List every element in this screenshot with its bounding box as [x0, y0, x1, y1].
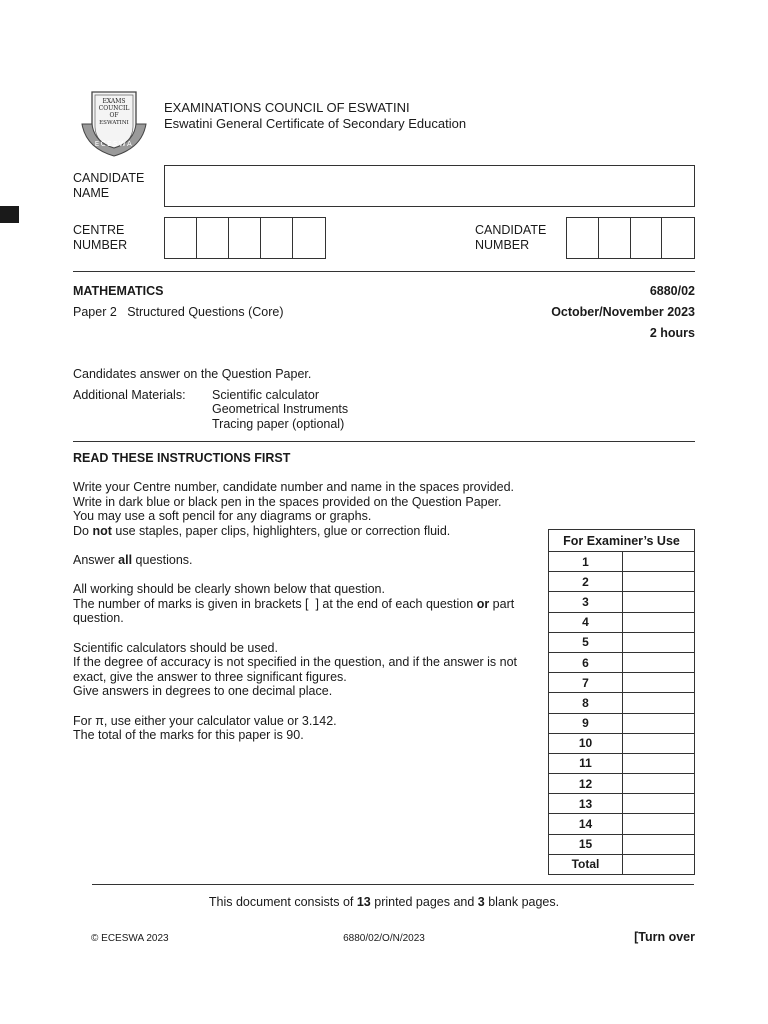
table-row	[549, 774, 695, 794]
question-number: 13	[549, 794, 623, 814]
question-number: 15	[549, 834, 623, 854]
mark-cell	[623, 673, 695, 693]
question-number: 4	[549, 612, 623, 632]
page-count-note	[0, 895, 768, 910]
question-number: 12	[549, 774, 623, 794]
divider	[73, 271, 695, 272]
logo-text-1: EXAMS	[102, 98, 126, 105]
mark-cell	[623, 612, 695, 632]
material-item: Geometrical Instruments	[212, 402, 349, 416]
blank-pages-count: 3	[477, 895, 485, 909]
turn-over: [Turn over	[634, 930, 695, 944]
candidate-name-label-1: CANDIDATE	[73, 171, 145, 185]
candidate-number-cell[interactable]	[599, 218, 631, 258]
mark-cell	[623, 774, 695, 794]
instruction-text: Do	[73, 523, 93, 538]
instruction-text: questions.	[132, 552, 193, 567]
question-number: 7	[549, 673, 623, 693]
table-row	[549, 652, 695, 672]
table-row	[549, 794, 695, 814]
table-row	[549, 552, 695, 572]
candidate-number-field[interactable]	[566, 217, 695, 259]
material-item: Scientific calculator	[212, 388, 319, 402]
examiner-use-heading: For Examiner’s Use	[549, 530, 695, 552]
centre-number-label-1: CENTRE	[73, 223, 125, 237]
examiner-use-table	[548, 529, 695, 875]
logo-text-2: COUNCIL	[98, 105, 130, 112]
table-row	[549, 834, 695, 854]
mark-cell	[623, 572, 695, 592]
candidate-name-label-2: NAME	[73, 186, 110, 200]
page-count-text: This document consists of	[208, 895, 357, 909]
table-row	[549, 733, 695, 753]
mark-cell	[623, 814, 695, 834]
divider	[92, 884, 694, 885]
question-number: 10	[549, 733, 623, 753]
instruction-line: Scientific calculators should be used.	[73, 640, 278, 655]
instruction-line: For π, use either your calculator value or 3.142.	[73, 713, 337, 728]
logo-text-4: ESWATINI	[99, 120, 129, 126]
question-number: 14	[549, 814, 623, 834]
question-number: 2	[549, 572, 623, 592]
centre-number-cell[interactable]	[197, 218, 229, 258]
table-row	[549, 693, 695, 713]
mark-cell	[623, 733, 695, 753]
logo-ring-text: ECESWA	[94, 140, 134, 148]
question-number: 11	[549, 753, 623, 773]
instruction-line: All working should be clearly shown below that question.	[73, 582, 385, 597]
answer-on-paper: Candidates answer on the Question Paper.	[73, 367, 312, 381]
instructions-body	[73, 480, 543, 743]
question-number: 5	[549, 632, 623, 652]
certificate-title: Eswatini General Certificate of Secondary Education	[164, 116, 467, 131]
instruction-text: The number of marks is given in brackets [ ] at the end of each question	[73, 596, 477, 611]
instruction-line	[73, 524, 543, 539]
printed-pages-count: 13	[356, 895, 371, 909]
session: October/November 2023	[551, 305, 695, 319]
instruction-line: The total of the marks for this paper is 90.	[73, 728, 304, 743]
instruction-text: Answer	[73, 552, 119, 567]
copyright: © ECESWA 2023	[91, 933, 169, 944]
divider	[73, 441, 695, 442]
paper-reference: 6880/02/O/N/2023	[343, 933, 425, 944]
table-row	[549, 572, 695, 592]
instruction-line: exact, give the answer to three significant figures.	[73, 669, 347, 684]
instruction-line: Write your Centre number, candidate number and name in the spaces provided.	[73, 480, 514, 494]
mark-cell	[623, 794, 695, 814]
table-row	[549, 854, 695, 874]
question-number: 1	[549, 552, 623, 572]
question-number: 8	[549, 693, 623, 713]
logo-text-3: OF	[109, 112, 119, 119]
mark-cell	[623, 592, 695, 612]
question-number: 3	[549, 592, 623, 612]
material-item: Tracing paper (optional)	[212, 417, 345, 431]
candidate-number-cell[interactable]	[631, 218, 663, 258]
instruction-emphasis: all	[118, 552, 133, 567]
instruction-line: You may use a soft pencil for any diagrams or graphs.	[73, 509, 372, 524]
candidate-number-label-2: NUMBER	[475, 238, 530, 252]
instruction-line	[73, 597, 543, 612]
total-cell	[623, 854, 695, 874]
table-row	[549, 753, 695, 773]
table-row	[549, 632, 695, 652]
page-edge-tab	[0, 206, 19, 223]
centre-number-cell[interactable]	[261, 218, 293, 258]
instruction-text: use staples, paper clips, highlighters, glue or correction fluid.	[111, 523, 451, 538]
candidate-number-cell[interactable]	[567, 218, 599, 258]
instruction-line: Write in dark blue or black pen in the spaces provided on the Question Paper.	[73, 494, 502, 509]
table-row	[549, 673, 695, 693]
mark-cell	[623, 632, 695, 652]
instruction-line: question.	[73, 611, 124, 626]
mark-cell	[623, 713, 695, 733]
instruction-emphasis: or	[476, 596, 490, 611]
candidate-name-field[interactable]	[164, 165, 695, 207]
paper-name: Paper 2 Structured Questions (Core)	[73, 305, 284, 319]
council-title: EXAMINATIONS COUNCIL OF ESWATINI	[164, 100, 410, 115]
paper-code: 6880/02	[649, 284, 695, 298]
centre-number-field[interactable]	[164, 217, 326, 259]
instruction-line: Give answers in degrees to one decimal place.	[73, 684, 333, 699]
council-logo	[78, 86, 150, 158]
candidate-number-label-1: CANDIDATE	[475, 223, 547, 237]
subject: MATHEMATICS	[73, 284, 164, 298]
mark-cell	[623, 834, 695, 854]
instruction-line: If the degree of accuracy is not specified in the question, and if the answer is not	[73, 655, 518, 670]
table-row	[549, 612, 695, 632]
centre-number-label-2: NUMBER	[73, 238, 128, 252]
page-count-text: printed pages and	[370, 895, 478, 909]
table-row	[549, 713, 695, 733]
total-label: Total	[549, 854, 623, 874]
additional-materials-label: Additional Materials:	[73, 388, 186, 402]
mark-cell	[623, 693, 695, 713]
page-count-text: blank pages.	[484, 895, 560, 909]
centre-number-cell[interactable]	[165, 218, 197, 258]
instruction-text: part	[489, 596, 515, 611]
table-row	[549, 592, 695, 612]
question-number: 9	[549, 713, 623, 733]
mark-cell	[623, 753, 695, 773]
mark-cell	[623, 652, 695, 672]
mark-cell	[623, 552, 695, 572]
centre-number-cell[interactable]	[229, 218, 261, 258]
duration: 2 hours	[649, 326, 695, 340]
table-row	[549, 814, 695, 834]
candidate-number-cell[interactable]	[662, 218, 694, 258]
instruction-emphasis: not	[92, 523, 112, 538]
council-crest-icon	[78, 86, 150, 158]
question-number: 6	[549, 652, 623, 672]
centre-number-cell[interactable]	[293, 218, 325, 258]
instruction-line	[73, 553, 543, 568]
instructions-heading: READ THESE INSTRUCTIONS FIRST	[73, 451, 291, 465]
